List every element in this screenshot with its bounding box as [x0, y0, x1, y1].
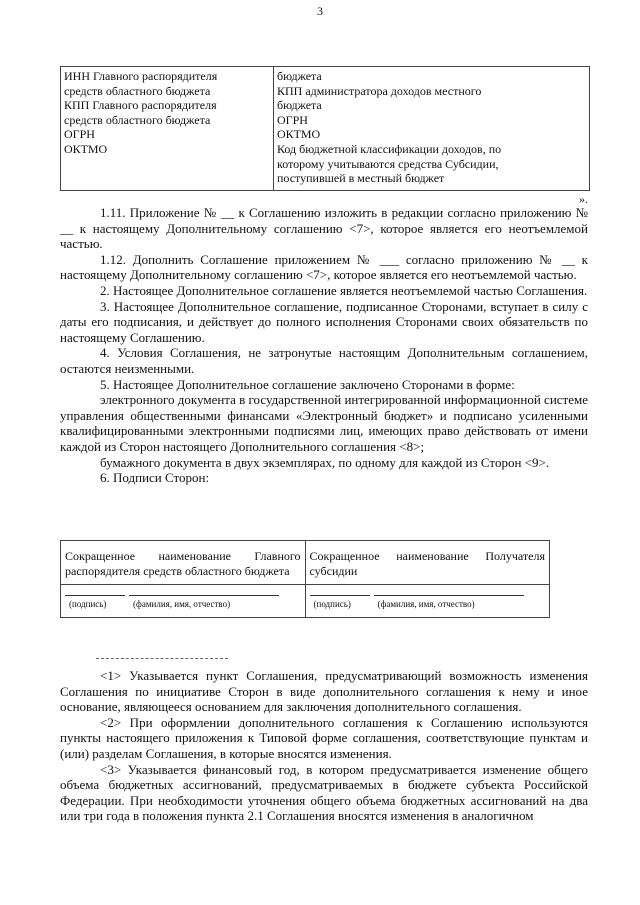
- requisite-line: ОГРН: [277, 112, 308, 127]
- requisites-left-cell: [61, 67, 274, 191]
- recipient-name-cell: [305, 541, 550, 585]
- footnote-3: <3> Указывается финансовый год, в котором предусматривается изменение общего объема бюджетных ассигнований, предусматриваемых в бюджете субъекта Российской Федерации. При необходимости уточнения общего объема бюджетных ассигнований на два или три года в положения пункта 2.1 Соглашения вносятся изменения в аналогичном: [60, 761, 588, 824]
- requisite-line: ОКТМО: [277, 127, 321, 142]
- signature-caption: (подпись): [313, 599, 351, 610]
- signature-line: [310, 595, 370, 596]
- paragraph-1-12: 1.12. Дополнить Соглашение приложением № ___ согласно приложению № __ к настоящему Дополнительному соглашению <7>, которое является его неотъемлемой частью.: [60, 251, 588, 283]
- requisite-line: ОКТМО: [64, 141, 108, 156]
- requisites-table: [60, 66, 590, 191]
- footnote-1: <1> Указывается пункт Соглашения, предусматривающий возможность изменения Соглашения по инициативе Сторон в виде дополнительного соглашения к нему и иное основание, являющееся основанием для заключения дополнительного соглашения.: [60, 668, 588, 715]
- requisite-line: средств областного бюджета: [64, 83, 211, 98]
- requisite-line: ИНН Главного распорядителя: [64, 69, 218, 83]
- grantor-name-cell: [61, 541, 306, 585]
- requisite-line: бюджета: [277, 69, 322, 83]
- paragraph-paper-form: бумажного документа в двух экземплярах, по одному для каждой из Сторон <9>.: [100, 454, 550, 470]
- requisite-line: которому учитываются средства Субсидии,: [277, 156, 499, 171]
- requisite-line: поступившей в местный бюджет: [277, 171, 445, 186]
- paragraph-4: 4. Условия Соглашения, не затронутые настоящим Дополнительным соглашением, остаются неизменными.: [60, 345, 588, 376]
- agreement-body: [60, 205, 588, 486]
- paragraph-1-11: 1.11. Приложение № __ к Соглашению изложить в редакции согласно приложению № __ к настоящему Дополнительному соглашению <7>, которое является его неотъемлемой частью.: [60, 205, 588, 252]
- full-name-caption: (фамилия, имя, отчество): [133, 599, 231, 610]
- signature-line: [65, 595, 125, 596]
- full-name-line: [374, 595, 524, 596]
- closing-quote: ».: [579, 192, 588, 206]
- recipient-name-header: Сокращенное наименование Получателя субсидии: [309, 549, 545, 578]
- paragraph-6: 6. Подписи Сторон:: [100, 470, 210, 486]
- signature-table: [60, 540, 550, 618]
- footnotes: [60, 668, 588, 824]
- recipient-signature-cell: [305, 585, 550, 618]
- paragraph-2: 2. Настоящее Дополнительное соглашение является неотъемлемой частью Соглашения.: [100, 282, 588, 298]
- requisites-right-cell: [274, 67, 590, 191]
- requisite-line: КПП администратора доходов местного: [277, 83, 482, 98]
- page-number: 3: [317, 4, 323, 18]
- paragraph-electronic-form: электронного документа в государственной интегрированной информационной системе управления общественными финансами «Электронный бюджет» и подписано усиленными квалифицированными электронными подписями лиц, имеющих право действовать от имени каждой из Сторон настоящего Дополнительного соглашения <8>;: [60, 392, 588, 454]
- signature-caption: (подпись): [69, 599, 107, 610]
- requisite-line: КПП Главного распорядителя: [64, 98, 217, 113]
- paragraph-5: 5. Настоящее Дополнительное соглашение заключено Сторонами в форме:: [100, 376, 515, 392]
- footnote-separator: [96, 658, 228, 659]
- grantor-name-header: Сокращенное наименование Главного распорядителя средств областного бюджета: [65, 549, 301, 578]
- requisite-line: ОГРН: [64, 127, 95, 142]
- footnote-2: <2> При оформлении дополнительного соглашения к Соглашению используются пункты настоящего приложения к Типовой форме соглашения, соответствующие пунктам и (или) разделам Соглашения, в которые вносятся изменения.: [60, 714, 588, 761]
- full-name-line: [129, 595, 279, 596]
- grantor-signature-cell: [61, 585, 306, 618]
- requisite-line: бюджета: [277, 98, 322, 113]
- requisite-line: Код бюджетной классификации доходов, по: [277, 141, 502, 156]
- full-name-caption: (фамилия, имя, отчество): [377, 599, 475, 610]
- requisite-line: средств областного бюджета: [64, 112, 211, 127]
- paragraph-3: 3. Настоящее Дополнительное соглашение, подписанное Сторонами, вступает в силу с даты его подписания, и действует до полного исполнения Сторонами своих обязательств по настоящему Соглашению.: [60, 298, 588, 345]
